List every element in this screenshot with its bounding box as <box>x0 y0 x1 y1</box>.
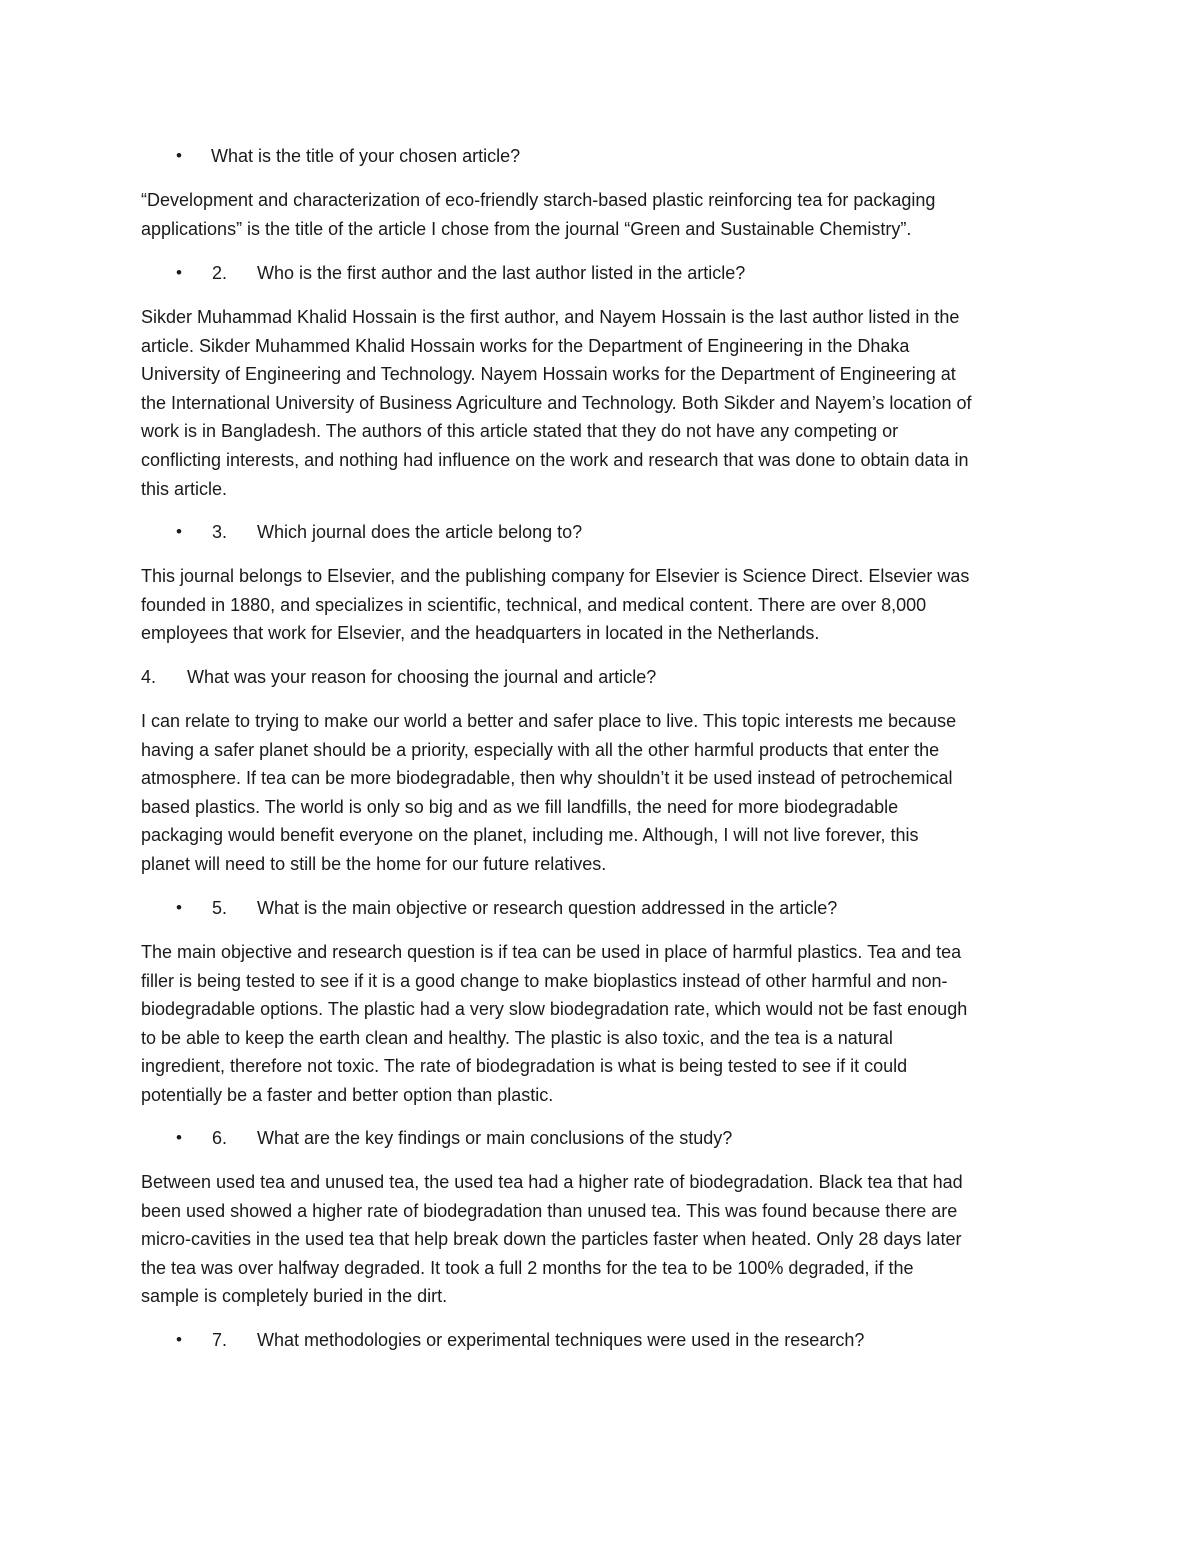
answer-line: micro-cavities in the used tea that help break down the particles faster when heated. Only 28 days later <box>141 1229 962 1250</box>
answer-line: potentially be a faster and better option than plastic. <box>141 1084 554 1105</box>
answer-line: biodegradable options. The plastic had a very slow biodegradation rate, which would not be fast enough <box>141 999 968 1020</box>
answer-line: based plastics. The world is only so big and as we fill landfills, the need for more biodegradable <box>141 796 899 817</box>
answer-line: atmosphere. If tea can be more biodegradable, then why shouldn’t it be used instead of petrochemical <box>141 768 953 789</box>
answer-4 <box>141 707 1071 879</box>
answer-line: this article. <box>141 478 228 499</box>
answer-line: founded in 1880, and specializes in scientific, technical, and medical content. There are over 8,000 <box>141 594 927 615</box>
question-2-text: Who is the first author and the last author listed in the article? <box>257 263 746 283</box>
answer-line: ingredient, therefore not toxic. The rate of biodegradation is what is being tested to see if it could <box>141 1056 908 1077</box>
question-7-text: What methodologies or experimental techniques were used in the research? <box>257 1330 865 1350</box>
answer-line: conflicting interests, and nothing had influence on the work and research that was done to obtain data in <box>141 449 969 470</box>
bullet-icon: • <box>176 898 182 917</box>
answer-line: This journal belongs to Elsevier, and the publishing company for Elsevier is Science Direct. Elsevier was <box>141 566 970 586</box>
question-5-text: What is the main objective or research question addressed in the article? <box>257 898 838 918</box>
answer-line: planet will need to still be the home for our future relatives. <box>141 853 607 874</box>
answer-line: work is in Bangladesh. The authors of this article stated that they do not have any competing or <box>141 421 899 442</box>
answer-line: University of Engineering and Technology. Nayem Hossain works for the Department of Engineering at <box>141 364 956 385</box>
answer-5 <box>141 938 1071 1110</box>
answer-line: The main objective and research question is if tea can be used in place of harmful plastics. Tea and tea <box>141 942 962 962</box>
question-3-number: 3. <box>212 522 228 542</box>
answer-line: I can relate to trying to make our world a better and safer place to live. This topic interests me because <box>141 711 957 731</box>
answer-line: the tea was over halfway degraded. It took a full 2 months for the tea to be 100% degraded, if the <box>141 1257 914 1278</box>
question-4-text: What was your reason for choosing the journal and article? <box>187 667 657 687</box>
answer-line: to be able to keep the earth clean and healthy. The plastic is also toxic, and the tea is a natural <box>141 1027 893 1048</box>
answer-line: Between used tea and unused tea, the used tea had a higher rate of biodegradation. Black tea that had <box>141 1172 963 1192</box>
question-5-number: 5. <box>212 898 228 918</box>
answer-line: the International University of Business Agriculture and Technology. Both Sikder and Nayem’s location of <box>141 392 972 413</box>
answer-line: article. Sikder Muhammed Khalid Hossain works for the Department of Engineering in the Dhaka <box>141 335 910 356</box>
answer-line: employees that work for Elsevier, and the headquarters in located in the Netherlands. <box>141 623 820 644</box>
question-7-number: 7. <box>212 1330 228 1350</box>
answer-line: “Development and characterization of eco-friendly starch-based plastic reinforcing tea for packaging <box>141 190 936 210</box>
bullet-icon: • <box>176 522 182 541</box>
bullet-icon: • <box>176 263 182 282</box>
answer-line: filler is being tested to see if it is a good change to make bioplastics instead of other harmful and non- <box>141 970 948 991</box>
answer-2 <box>141 303 1071 503</box>
question-4-number: 4. <box>141 667 157 687</box>
question-6-text: What are the key findings or main conclusions of the study? <box>257 1128 733 1148</box>
bullet-icon: • <box>176 1330 182 1349</box>
question-2-number: 2. <box>212 263 228 283</box>
answer-line: having a safer planet should be a priority, especially with all the other harmful products that enter the <box>141 739 940 760</box>
question-3-text: Which journal does the article belong to? <box>257 522 583 542</box>
answer-6 <box>141 1168 1071 1311</box>
answer-line: sample is completely buried in the dirt. <box>141 1286 448 1307</box>
answer-line: Sikder Muhammad Khalid Hossain is the first author, and Nayem Hossain is the last author listed in the <box>141 307 960 327</box>
answer-line: been used showed a higher rate of biodegradation than unused tea. This was found because there are <box>141 1200 958 1221</box>
question-6-number: 6. <box>212 1128 228 1148</box>
answer-1 <box>141 186 1071 243</box>
bullet-icon: • <box>176 1128 182 1147</box>
answer-line: packaging would benefit everyone on the planet, including me. Although, I will not live forever, this <box>141 825 919 846</box>
answer-3 <box>141 562 1071 648</box>
answer-line: applications” is the title of the article I chose from the journal “Green and Sustainable Chemistry”. <box>141 218 912 239</box>
bullet-icon: • <box>176 146 182 165</box>
question-1-text: What is the title of your chosen article? <box>211 146 521 166</box>
